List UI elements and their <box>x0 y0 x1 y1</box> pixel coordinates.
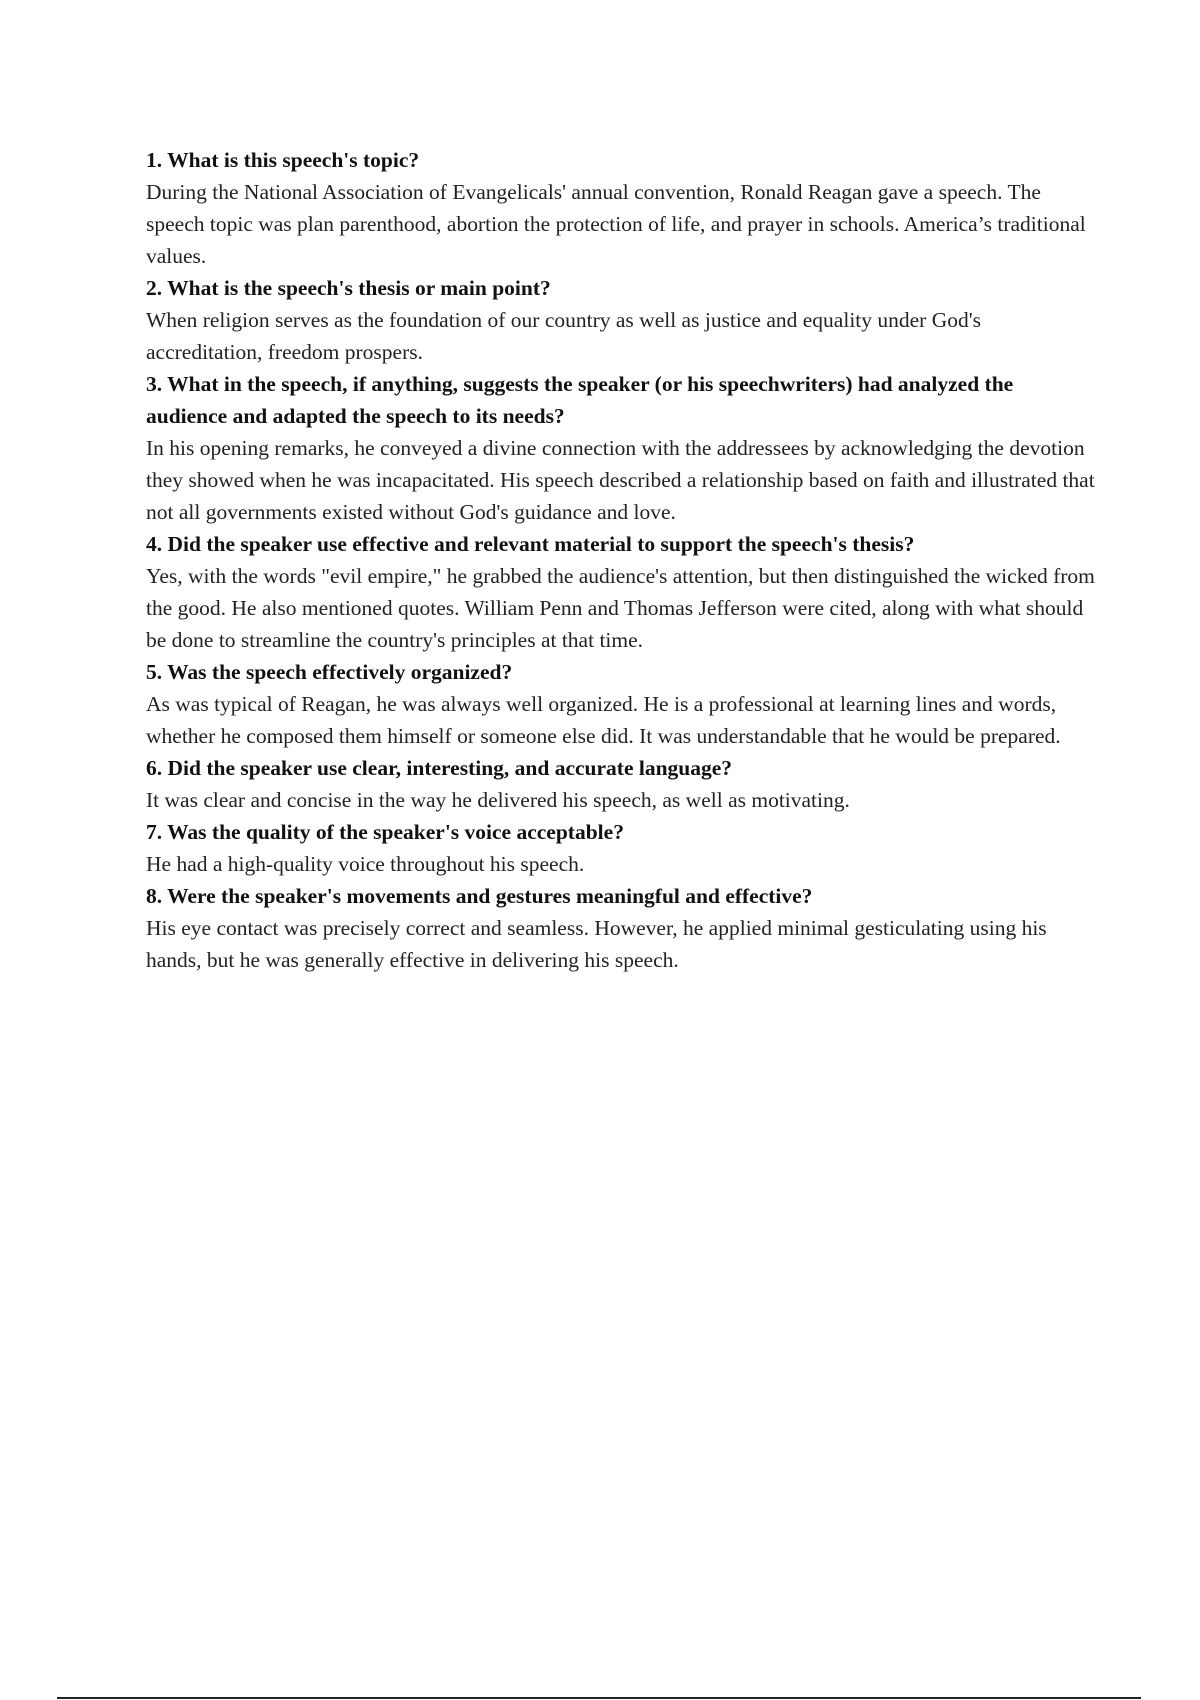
qa-item-2 <box>146 272 1096 368</box>
question-heading: 5. Was the speech effectively organized? <box>146 660 513 684</box>
qa-item-6 <box>146 752 1096 816</box>
question-heading: 4. Did the speaker use effective and relevant material to support the speech's thesis? <box>146 532 915 556</box>
qa-item-3 <box>146 368 1096 528</box>
qa-item-4 <box>146 528 1096 656</box>
question-heading: 8. Were the speaker's movements and gestures meaningful and effective? <box>146 884 813 908</box>
qa-item-8 <box>146 880 1096 976</box>
question-heading: 6. Did the speaker use clear, interesting, and accurate language? <box>146 756 733 780</box>
answer-paragraph: It was clear and concise in the way he delivered his speech, as well as motivating. <box>146 788 850 812</box>
qa-item-5 <box>146 656 1096 752</box>
document-body <box>146 144 1096 976</box>
question-heading: 1. What is this speech's topic? <box>146 148 420 172</box>
answer-paragraph: In his opening remarks, he conveyed a divine connection with the addressees by acknowledging the devotion they showed when he was incapacitated. His speech described a relationship based on faith and illustrated that not all governments existed without God's guidance and love. <box>146 436 1095 524</box>
question-heading: 2. What is the speech's thesis or main point? <box>146 276 551 300</box>
footer-divider <box>57 1697 1141 1699</box>
question-heading: 7. Was the quality of the speaker's voice acceptable? <box>146 820 624 844</box>
answer-paragraph: During the National Association of Evangelicals' annual convention, Ronald Reagan gave a speech. The speech topic was plan parenthood, abortion the protection of life, and prayer in schools. America’s traditional values. <box>146 180 1086 268</box>
question-heading: 3. What in the speech, if anything, suggests the speaker (or his speechwriters) had analyzed the audience and adapted the speech to its needs? <box>146 372 1014 428</box>
answer-paragraph: Yes, with the words "evil empire," he grabbed the audience's attention, but then distinguished the wicked from the good. He also mentioned quotes. William Penn and Thomas Jefferson were cited, along with what should be done to streamline the country's principles at that time. <box>146 564 1095 652</box>
qa-item-7 <box>146 816 1096 880</box>
answer-paragraph: When religion serves as the foundation of our country as well as justice and equality under God's accreditation, freedom prospers. <box>146 308 981 364</box>
answer-paragraph: His eye contact was precisely correct and seamless. However, he applied minimal gesticulating using his hands, but he was generally effective in delivering his speech. <box>146 916 1047 972</box>
qa-item-1 <box>146 144 1096 272</box>
answer-paragraph: He had a high-quality voice throughout his speech. <box>146 852 585 876</box>
answer-paragraph: As was typical of Reagan, he was always well organized. He is a professional at learning lines and words, whether he composed them himself or someone else did. It was understandable that he would be prepared. <box>146 692 1061 748</box>
